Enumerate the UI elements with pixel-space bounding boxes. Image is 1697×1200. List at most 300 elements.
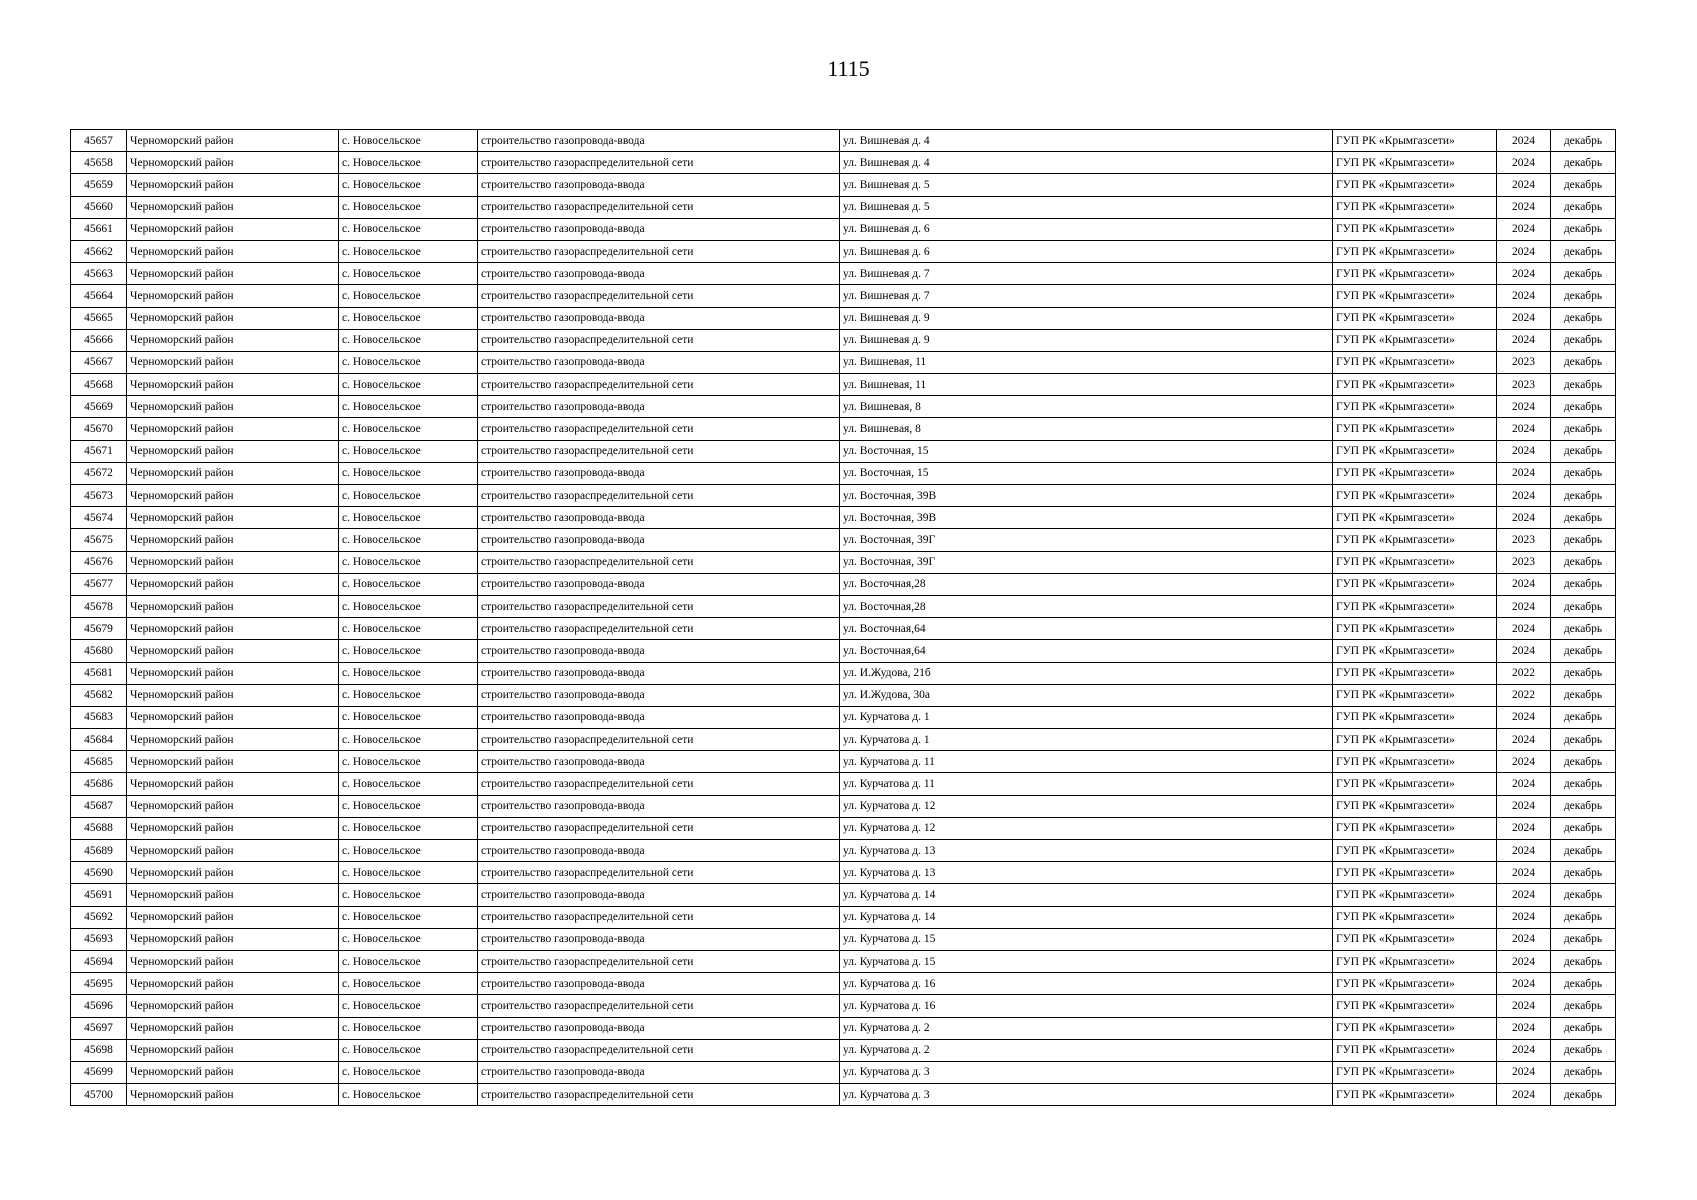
- work-type-cell: строительство газораспределительной сети: [478, 817, 840, 839]
- table-row: [71, 729, 1616, 751]
- organization-cell: ГУП РК «Крымгазсети»: [1333, 351, 1497, 373]
- district-cell: Черноморский район: [127, 196, 339, 218]
- organization-cell: ГУП РК «Крымгазсети»: [1333, 396, 1497, 418]
- address-cell: ул. И.Жудова, 21б: [840, 662, 1333, 684]
- year-cell: 2024: [1497, 573, 1551, 595]
- village-cell: с. Новосельское: [339, 950, 478, 972]
- address-cell: ул. Курчатова д. 14: [840, 884, 1333, 906]
- address-cell: ул. Курчатова д. 15: [840, 928, 1333, 950]
- work-type-cell: строительство газораспределительной сети: [478, 240, 840, 262]
- month-cell: декабрь: [1551, 684, 1616, 706]
- village-cell: с. Новосельское: [339, 995, 478, 1017]
- district-cell: Черноморский район: [127, 263, 339, 285]
- row-number-cell: 45659: [71, 174, 127, 196]
- district-cell: Черноморский район: [127, 906, 339, 928]
- village-cell: с. Новосельское: [339, 817, 478, 839]
- table-row: [71, 351, 1616, 373]
- month-cell: декабрь: [1551, 595, 1616, 617]
- year-cell: 2024: [1497, 174, 1551, 196]
- village-cell: с. Новосельское: [339, 862, 478, 884]
- row-number-cell: 45660: [71, 196, 127, 218]
- year-cell: 2024: [1497, 1039, 1551, 1061]
- district-cell: Черноморский район: [127, 396, 339, 418]
- row-number-cell: 45663: [71, 263, 127, 285]
- table-row: [71, 551, 1616, 573]
- address-cell: ул. Курчатова д. 12: [840, 817, 1333, 839]
- village-cell: с. Новосельское: [339, 1039, 478, 1061]
- work-type-cell: строительство газопровода-ввода: [478, 1017, 840, 1039]
- work-type-cell: строительство газопровода-ввода: [478, 263, 840, 285]
- address-cell: ул. Восточная,28: [840, 595, 1333, 617]
- row-number-cell: 45672: [71, 462, 127, 484]
- year-cell: 2024: [1497, 152, 1551, 174]
- month-cell: декабрь: [1551, 751, 1616, 773]
- village-cell: с. Новосельское: [339, 507, 478, 529]
- address-cell: ул. Восточная, 39В: [840, 507, 1333, 529]
- year-cell: 2023: [1497, 529, 1551, 551]
- year-cell: 2024: [1497, 130, 1551, 152]
- village-cell: с. Новосельское: [339, 263, 478, 285]
- month-cell: декабрь: [1551, 507, 1616, 529]
- organization-cell: ГУП РК «Крымгазсети»: [1333, 374, 1497, 396]
- village-cell: с. Новосельское: [339, 529, 478, 551]
- district-cell: Черноморский район: [127, 440, 339, 462]
- work-type-cell: строительство газораспределительной сети: [478, 729, 840, 751]
- table-row: [71, 240, 1616, 262]
- address-cell: ул. Курчатова д. 15: [840, 950, 1333, 972]
- row-number-cell: 45688: [71, 817, 127, 839]
- year-cell: 2024: [1497, 884, 1551, 906]
- row-number-cell: 45685: [71, 751, 127, 773]
- address-cell: ул. Курчатова д. 11: [840, 773, 1333, 795]
- month-cell: декабрь: [1551, 840, 1616, 862]
- district-cell: Черноморский район: [127, 862, 339, 884]
- year-cell: 2024: [1497, 196, 1551, 218]
- work-type-cell: строительство газопровода-ввода: [478, 640, 840, 662]
- year-cell: 2024: [1497, 950, 1551, 972]
- address-cell: ул. Вишневая, 8: [840, 396, 1333, 418]
- month-cell: декабрь: [1551, 906, 1616, 928]
- organization-cell: ГУП РК «Крымгазсети»: [1333, 1084, 1497, 1106]
- month-cell: декабрь: [1551, 174, 1616, 196]
- village-cell: с. Новосельское: [339, 729, 478, 751]
- village-cell: с. Новосельское: [339, 928, 478, 950]
- row-number-cell: 45658: [71, 152, 127, 174]
- organization-cell: ГУП РК «Крымгазсети»: [1333, 751, 1497, 773]
- table-row: [71, 773, 1616, 795]
- district-cell: Черноморский район: [127, 884, 339, 906]
- row-number-cell: 45695: [71, 973, 127, 995]
- month-cell: декабрь: [1551, 729, 1616, 751]
- village-cell: с. Новосельское: [339, 152, 478, 174]
- work-type-cell: строительство газораспределительной сети: [478, 906, 840, 928]
- work-type-cell: строительство газопровода-ввода: [478, 130, 840, 152]
- district-cell: Черноморский район: [127, 640, 339, 662]
- row-number-cell: 45687: [71, 795, 127, 817]
- organization-cell: ГУП РК «Крымгазсети»: [1333, 462, 1497, 484]
- organization-cell: ГУП РК «Крымгазсети»: [1333, 1061, 1497, 1083]
- year-cell: 2024: [1497, 418, 1551, 440]
- work-type-cell: строительство газопровода-ввода: [478, 795, 840, 817]
- address-cell: ул. Вишневая д. 6: [840, 218, 1333, 240]
- year-cell: 2024: [1497, 1084, 1551, 1106]
- work-type-cell: строительство газопровода-ввода: [478, 507, 840, 529]
- address-cell: ул. Восточная,28: [840, 573, 1333, 595]
- village-cell: с. Новосельское: [339, 329, 478, 351]
- address-cell: ул. Восточная, 39Г: [840, 529, 1333, 551]
- year-cell: 2023: [1497, 351, 1551, 373]
- table-row: [71, 618, 1616, 640]
- year-cell: 2024: [1497, 1017, 1551, 1039]
- row-number-cell: 45699: [71, 1061, 127, 1083]
- month-cell: декабрь: [1551, 662, 1616, 684]
- work-type-cell: строительство газораспределительной сети: [478, 551, 840, 573]
- organization-cell: ГУП РК «Крымгазсети»: [1333, 1017, 1497, 1039]
- village-cell: с. Новосельское: [339, 640, 478, 662]
- year-cell: 2024: [1497, 396, 1551, 418]
- table-row: [71, 396, 1616, 418]
- address-cell: ул. Курчатова д. 16: [840, 995, 1333, 1017]
- month-cell: декабрь: [1551, 573, 1616, 595]
- village-cell: с. Новосельское: [339, 418, 478, 440]
- district-cell: Черноморский район: [127, 1061, 339, 1083]
- year-cell: 2024: [1497, 817, 1551, 839]
- district-cell: Черноморский район: [127, 374, 339, 396]
- row-number-cell: 45671: [71, 440, 127, 462]
- month-cell: декабрь: [1551, 396, 1616, 418]
- address-cell: ул. Курчатова д. 14: [840, 906, 1333, 928]
- table-row: [71, 906, 1616, 928]
- month-cell: декабрь: [1551, 706, 1616, 728]
- organization-cell: ГУП РК «Крымгазсети»: [1333, 906, 1497, 928]
- table-row: [71, 130, 1616, 152]
- village-cell: с. Новосельское: [339, 1061, 478, 1083]
- work-type-cell: строительство газопровода-ввода: [478, 396, 840, 418]
- table-row: [71, 795, 1616, 817]
- work-type-cell: строительство газопровода-ввода: [478, 840, 840, 862]
- table-row: [71, 507, 1616, 529]
- work-type-cell: строительство газораспределительной сети: [478, 285, 840, 307]
- district-cell: Черноморский район: [127, 1017, 339, 1039]
- organization-cell: ГУП РК «Крымгазсети»: [1333, 817, 1497, 839]
- district-cell: Черноморский район: [127, 485, 339, 507]
- row-number-cell: 45690: [71, 862, 127, 884]
- organization-cell: ГУП РК «Крымгазсети»: [1333, 862, 1497, 884]
- row-number-cell: 45691: [71, 884, 127, 906]
- row-number-cell: 45689: [71, 840, 127, 862]
- month-cell: декабрь: [1551, 640, 1616, 662]
- year-cell: 2024: [1497, 773, 1551, 795]
- work-type-cell: строительство газораспределительной сети: [478, 862, 840, 884]
- address-cell: ул. Курчатова д. 13: [840, 862, 1333, 884]
- address-cell: ул. Курчатова д. 12: [840, 795, 1333, 817]
- year-cell: 2024: [1497, 485, 1551, 507]
- village-cell: с. Новосельское: [339, 684, 478, 706]
- row-number-cell: 45683: [71, 706, 127, 728]
- table-row: [71, 1039, 1616, 1061]
- register-table: [70, 129, 1616, 1106]
- work-type-cell: строительство газораспределительной сети: [478, 595, 840, 617]
- district-cell: Черноморский район: [127, 573, 339, 595]
- village-cell: с. Новосельское: [339, 773, 478, 795]
- row-number-cell: 45669: [71, 396, 127, 418]
- row-number-cell: 45684: [71, 729, 127, 751]
- table-row: [71, 706, 1616, 728]
- year-cell: 2024: [1497, 218, 1551, 240]
- district-cell: Черноморский район: [127, 817, 339, 839]
- month-cell: декабрь: [1551, 1061, 1616, 1083]
- year-cell: 2024: [1497, 240, 1551, 262]
- month-cell: декабрь: [1551, 485, 1616, 507]
- district-cell: Черноморский район: [127, 706, 339, 728]
- row-number-cell: 45693: [71, 928, 127, 950]
- organization-cell: ГУП РК «Крымгазсети»: [1333, 130, 1497, 152]
- work-type-cell: строительство газопровода-ввода: [478, 174, 840, 196]
- village-cell: с. Новосельское: [339, 573, 478, 595]
- table-row: [71, 462, 1616, 484]
- address-cell: ул. Курчатова д. 13: [840, 840, 1333, 862]
- work-type-cell: строительство газораспределительной сети: [478, 995, 840, 1017]
- work-type-cell: строительство газопровода-ввода: [478, 462, 840, 484]
- table-row: [71, 1061, 1616, 1083]
- organization-cell: ГУП РК «Крымгазсети»: [1333, 995, 1497, 1017]
- year-cell: 2024: [1497, 706, 1551, 728]
- row-number-cell: 45674: [71, 507, 127, 529]
- work-type-cell: строительство газопровода-ввода: [478, 307, 840, 329]
- address-cell: ул. Курчатова д. 16: [840, 973, 1333, 995]
- village-cell: с. Новосельское: [339, 595, 478, 617]
- work-type-cell: строительство газопровода-ввода: [478, 684, 840, 706]
- organization-cell: ГУП РК «Крымгазсети»: [1333, 440, 1497, 462]
- organization-cell: ГУП РК «Крымгазсети»: [1333, 729, 1497, 751]
- row-number-cell: 45696: [71, 995, 127, 1017]
- address-cell: ул. Вишневая д. 7: [840, 263, 1333, 285]
- year-cell: 2024: [1497, 285, 1551, 307]
- row-number-cell: 45692: [71, 906, 127, 928]
- table-row: [71, 662, 1616, 684]
- district-cell: Черноморский район: [127, 684, 339, 706]
- year-cell: 2023: [1497, 374, 1551, 396]
- month-cell: декабрь: [1551, 130, 1616, 152]
- district-cell: Черноморский район: [127, 950, 339, 972]
- row-number-cell: 45664: [71, 285, 127, 307]
- month-cell: декабрь: [1551, 152, 1616, 174]
- month-cell: декабрь: [1551, 440, 1616, 462]
- table-row: [71, 862, 1616, 884]
- organization-cell: ГУП РК «Крымгазсети»: [1333, 307, 1497, 329]
- work-type-cell: строительство газораспределительной сети: [478, 618, 840, 640]
- district-cell: Черноморский район: [127, 152, 339, 174]
- village-cell: с. Новосельское: [339, 906, 478, 928]
- year-cell: 2024: [1497, 973, 1551, 995]
- address-cell: ул. Восточная, 15: [840, 462, 1333, 484]
- row-number-cell: 45694: [71, 950, 127, 972]
- district-cell: Черноморский район: [127, 662, 339, 684]
- row-number-cell: 45682: [71, 684, 127, 706]
- district-cell: Черноморский район: [127, 529, 339, 551]
- district-cell: Черноморский район: [127, 928, 339, 950]
- village-cell: с. Новосельское: [339, 840, 478, 862]
- year-cell: 2024: [1497, 906, 1551, 928]
- table-row: [71, 595, 1616, 617]
- organization-cell: ГУП РК «Крымгазсети»: [1333, 950, 1497, 972]
- row-number-cell: 45700: [71, 1084, 127, 1106]
- month-cell: декабрь: [1551, 529, 1616, 551]
- year-cell: 2024: [1497, 440, 1551, 462]
- work-type-cell: строительство газопровода-ввода: [478, 1061, 840, 1083]
- row-number-cell: 45675: [71, 529, 127, 551]
- district-cell: Черноморский район: [127, 307, 339, 329]
- organization-cell: ГУП РК «Крымгазсети»: [1333, 595, 1497, 617]
- district-cell: Черноморский район: [127, 773, 339, 795]
- table-row: [71, 573, 1616, 595]
- row-number-cell: 45673: [71, 485, 127, 507]
- row-number-cell: 45676: [71, 551, 127, 573]
- address-cell: ул. Курчатова д. 1: [840, 706, 1333, 728]
- row-number-cell: 45680: [71, 640, 127, 662]
- table-row: [71, 440, 1616, 462]
- address-cell: ул. Вишневая д. 9: [840, 307, 1333, 329]
- month-cell: декабрь: [1551, 618, 1616, 640]
- village-cell: с. Новосельское: [339, 795, 478, 817]
- address-cell: ул. Вишневая д. 9: [840, 329, 1333, 351]
- organization-cell: ГУП РК «Крымгазсети»: [1333, 840, 1497, 862]
- month-cell: декабрь: [1551, 551, 1616, 573]
- address-cell: ул. Восточная, 15: [840, 440, 1333, 462]
- district-cell: Черноморский район: [127, 240, 339, 262]
- month-cell: декабрь: [1551, 928, 1616, 950]
- table-row: [71, 329, 1616, 351]
- district-cell: Черноморский район: [127, 462, 339, 484]
- month-cell: декабрь: [1551, 307, 1616, 329]
- district-cell: Черноморский район: [127, 174, 339, 196]
- table-row: [71, 995, 1616, 1017]
- year-cell: 2024: [1497, 462, 1551, 484]
- village-cell: с. Новосельское: [339, 706, 478, 728]
- work-type-cell: строительство газораспределительной сети: [478, 418, 840, 440]
- year-cell: 2024: [1497, 1061, 1551, 1083]
- month-cell: декабрь: [1551, 418, 1616, 440]
- address-cell: ул. Восточная,64: [840, 618, 1333, 640]
- work-type-cell: строительство газораспределительной сети: [478, 152, 840, 174]
- month-cell: декабрь: [1551, 973, 1616, 995]
- village-cell: с. Новосельское: [339, 1084, 478, 1106]
- work-type-cell: строительство газопровода-ввода: [478, 928, 840, 950]
- district-cell: Черноморский район: [127, 418, 339, 440]
- month-cell: декабрь: [1551, 995, 1616, 1017]
- organization-cell: ГУП РК «Крымгазсети»: [1333, 1039, 1497, 1061]
- district-cell: Черноморский район: [127, 1084, 339, 1106]
- month-cell: декабрь: [1551, 1017, 1616, 1039]
- organization-cell: ГУП РК «Крымгазсети»: [1333, 196, 1497, 218]
- year-cell: 2024: [1497, 862, 1551, 884]
- district-cell: Черноморский район: [127, 329, 339, 351]
- address-cell: ул. Курчатова д. 2: [840, 1039, 1333, 1061]
- month-cell: декабрь: [1551, 862, 1616, 884]
- table-row: [71, 640, 1616, 662]
- year-cell: 2022: [1497, 684, 1551, 706]
- address-cell: ул. Вишневая д. 5: [840, 174, 1333, 196]
- month-cell: декабрь: [1551, 1039, 1616, 1061]
- row-number-cell: 45662: [71, 240, 127, 262]
- village-cell: с. Новосельское: [339, 351, 478, 373]
- village-cell: с. Новосельское: [339, 551, 478, 573]
- month-cell: декабрь: [1551, 285, 1616, 307]
- district-cell: Черноморский район: [127, 595, 339, 617]
- village-cell: с. Новосельское: [339, 396, 478, 418]
- village-cell: с. Новосельское: [339, 485, 478, 507]
- address-cell: ул. Восточная, 39В: [840, 485, 1333, 507]
- year-cell: 2023: [1497, 551, 1551, 573]
- row-number-cell: 45697: [71, 1017, 127, 1039]
- district-cell: Черноморский район: [127, 618, 339, 640]
- month-cell: декабрь: [1551, 196, 1616, 218]
- district-cell: Черноморский район: [127, 130, 339, 152]
- address-cell: ул. Вишневая д. 6: [840, 240, 1333, 262]
- work-type-cell: строительство газораспределительной сети: [478, 485, 840, 507]
- work-type-cell: строительство газораспределительной сети: [478, 1084, 840, 1106]
- table-row: [71, 684, 1616, 706]
- work-type-cell: строительство газопровода-ввода: [478, 884, 840, 906]
- district-cell: Черноморский район: [127, 795, 339, 817]
- row-number-cell: 45678: [71, 595, 127, 617]
- district-cell: Черноморский район: [127, 218, 339, 240]
- organization-cell: ГУП РК «Крымгазсети»: [1333, 485, 1497, 507]
- organization-cell: ГУП РК «Крымгазсети»: [1333, 551, 1497, 573]
- village-cell: с. Новосельское: [339, 618, 478, 640]
- row-number-cell: 45665: [71, 307, 127, 329]
- work-type-cell: строительство газопровода-ввода: [478, 751, 840, 773]
- year-cell: 2024: [1497, 329, 1551, 351]
- work-type-cell: строительство газораспределительной сети: [478, 374, 840, 396]
- organization-cell: ГУП РК «Крымгазсети»: [1333, 174, 1497, 196]
- work-type-cell: строительство газопровода-ввода: [478, 351, 840, 373]
- district-cell: Черноморский район: [127, 285, 339, 307]
- address-cell: ул. Вишневая, 11: [840, 374, 1333, 396]
- address-cell: ул. Вишневая д. 7: [840, 285, 1333, 307]
- table-row: [71, 418, 1616, 440]
- work-type-cell: строительство газораспределительной сети: [478, 196, 840, 218]
- register-body: [71, 130, 1616, 1106]
- row-number-cell: 45670: [71, 418, 127, 440]
- work-type-cell: строительство газопровода-ввода: [478, 973, 840, 995]
- month-cell: декабрь: [1551, 1084, 1616, 1106]
- work-type-cell: строительство газораспределительной сети: [478, 1039, 840, 1061]
- village-cell: с. Новосельское: [339, 240, 478, 262]
- organization-cell: ГУП РК «Крымгазсети»: [1333, 928, 1497, 950]
- table-row: [71, 840, 1616, 862]
- table-row: [71, 285, 1616, 307]
- address-cell: ул. Восточная,64: [840, 640, 1333, 662]
- year-cell: 2024: [1497, 751, 1551, 773]
- year-cell: 2024: [1497, 507, 1551, 529]
- work-type-cell: строительство газопровода-ввода: [478, 573, 840, 595]
- year-cell: 2024: [1497, 618, 1551, 640]
- month-cell: декабрь: [1551, 240, 1616, 262]
- row-number-cell: 45667: [71, 351, 127, 373]
- village-cell: с. Новосельское: [339, 751, 478, 773]
- table-row: [71, 1084, 1616, 1106]
- address-cell: ул. Курчатова д. 2: [840, 1017, 1333, 1039]
- village-cell: с. Новосельское: [339, 462, 478, 484]
- year-cell: 2024: [1497, 640, 1551, 662]
- village-cell: с. Новосельское: [339, 884, 478, 906]
- address-cell: ул. Курчатова д. 3: [840, 1061, 1333, 1083]
- village-cell: с. Новосельское: [339, 1017, 478, 1039]
- month-cell: декабрь: [1551, 795, 1616, 817]
- address-cell: ул. Восточная, 39Г: [840, 551, 1333, 573]
- year-cell: 2024: [1497, 595, 1551, 617]
